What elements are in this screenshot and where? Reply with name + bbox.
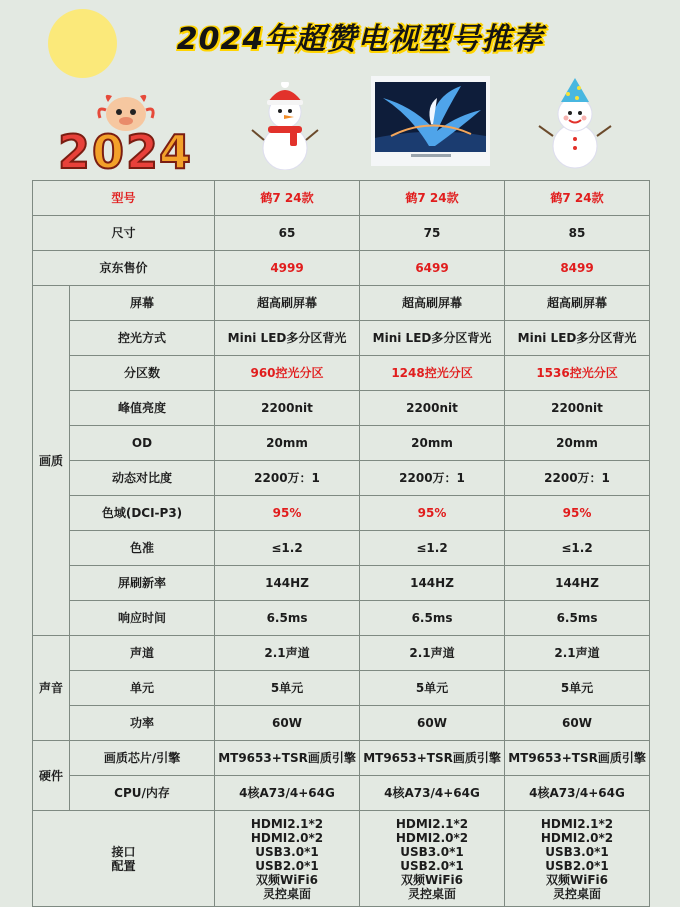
table-row xyxy=(33,321,650,356)
cell-value: Mini LED多分区背光 xyxy=(505,321,650,356)
cell-value: 95% xyxy=(360,496,505,531)
group-label-sound: 声音 xyxy=(33,636,70,741)
cell-value: 6.5ms xyxy=(360,601,505,636)
2024-dragon-icon xyxy=(56,92,196,174)
cell-value: 2200nit xyxy=(360,391,505,426)
cell-value: 20mm xyxy=(215,426,360,461)
interface-cell xyxy=(215,811,360,907)
row-label: 色域(DCI-P3) xyxy=(70,496,215,531)
cell-value: 1248控光分区 xyxy=(360,356,505,391)
table-row xyxy=(33,356,650,391)
svg-text:2: 2 xyxy=(58,125,91,174)
interface-line: 灵控桌面 xyxy=(263,886,312,901)
cell-value: 超高刷屏幕 xyxy=(215,286,360,321)
cell-value: 60W xyxy=(215,706,360,741)
interface-line: USB2.0*1 xyxy=(400,858,464,873)
cell-value: 4核A73/4+64G xyxy=(360,776,505,811)
interface-line: USB2.0*1 xyxy=(255,858,319,873)
row-label: 画质芯片/引擎 xyxy=(70,741,215,776)
cell-value: 2200万：1 xyxy=(505,461,650,496)
table-row xyxy=(33,391,650,426)
interface-label-line: 配置 xyxy=(111,858,136,873)
row-label: CPU/内存 xyxy=(70,776,215,811)
cell-value: MT9653+TSR画质引擎 xyxy=(360,741,505,776)
cell-value: 2200万：1 xyxy=(215,461,360,496)
cell-value: 2200nit xyxy=(215,391,360,426)
interface-line: 灵控桌面 xyxy=(553,886,602,901)
cell-value: 5单元 xyxy=(505,671,650,706)
cell-value: Mini LED多分区背光 xyxy=(360,321,505,356)
interface-line: 双频WiFi6 xyxy=(401,872,464,887)
cell-value: 2200nit xyxy=(505,391,650,426)
group-label-picture: 画质 xyxy=(33,286,70,636)
table-row xyxy=(33,531,650,566)
table-row xyxy=(33,671,650,706)
interface-cell xyxy=(505,811,650,907)
table-row xyxy=(33,426,650,461)
model-name: 鹤7 24款 xyxy=(215,181,360,216)
table-row xyxy=(33,461,650,496)
cell-value: ≤1.2 xyxy=(360,531,505,566)
cell-value: MT9653+TSR画质引擎 xyxy=(505,741,650,776)
cell-value: 85 xyxy=(505,216,650,251)
table-row xyxy=(33,496,650,531)
row-label: 屏刷新率 xyxy=(70,566,215,601)
table-row xyxy=(33,741,650,776)
interface-line: 双频WiFi6 xyxy=(546,872,609,887)
interface-line: USB2.0*1 xyxy=(545,858,609,873)
cell-value: 2.1声道 xyxy=(505,636,650,671)
cell-value: 2.1声道 xyxy=(215,636,360,671)
price-value: 4999 xyxy=(215,251,360,286)
group-label-hardware: 硬件 xyxy=(33,741,70,811)
page-title: 2024年超赞电视型号推荐 xyxy=(176,22,544,57)
table-row xyxy=(33,706,650,741)
table-row xyxy=(33,566,650,601)
cell-value: MT9653+TSR画质引擎 xyxy=(215,741,360,776)
price-value: 6499 xyxy=(360,251,505,286)
table-row xyxy=(33,636,650,671)
svg-text:2: 2 xyxy=(126,125,159,174)
cell-value: 2200万：1 xyxy=(360,461,505,496)
table-header-row xyxy=(33,181,650,216)
cell-value: 超高刷屏幕 xyxy=(360,286,505,321)
cell-value: 75 xyxy=(360,216,505,251)
cell-value: 144HZ xyxy=(505,566,650,601)
table-row xyxy=(33,216,650,251)
table-row xyxy=(33,776,650,811)
row-label: 动态对比度 xyxy=(70,461,215,496)
cell-value: 6.5ms xyxy=(215,601,360,636)
model-name: 鹤7 24款 xyxy=(505,181,650,216)
cell-value: 4核A73/4+64G xyxy=(505,776,650,811)
table-row xyxy=(33,601,650,636)
cell-value: 20mm xyxy=(360,426,505,461)
interface-row xyxy=(33,811,650,907)
row-label: 色准 xyxy=(70,531,215,566)
cell-value: 60W xyxy=(360,706,505,741)
row-label: 屏幕 xyxy=(70,286,215,321)
interface-cell xyxy=(360,811,505,907)
snowman-icon xyxy=(250,82,320,170)
interface-line: USB3.0*1 xyxy=(400,844,464,859)
interface-line: USB3.0*1 xyxy=(255,844,319,859)
spec-table xyxy=(32,180,650,907)
interface-line: HDMI2.0*2 xyxy=(395,830,469,845)
interface-line: HDMI2.1*2 xyxy=(540,816,614,831)
interface-line: 灵控桌面 xyxy=(408,886,457,901)
cell-value: 超高刷屏幕 xyxy=(505,286,650,321)
row-label: 控光方式 xyxy=(70,321,215,356)
cell-value: 60W xyxy=(505,706,650,741)
cell-value: Mini LED多分区背光 xyxy=(215,321,360,356)
row-label: 峰值亮度 xyxy=(70,391,215,426)
cell-value: 20mm xyxy=(505,426,650,461)
cell-value: 6.5ms xyxy=(505,601,650,636)
cell-value: 4核A73/4+64G xyxy=(215,776,360,811)
interface-line: HDMI2.1*2 xyxy=(395,816,469,831)
header-label: 型号 xyxy=(33,181,215,216)
svg-text:4: 4 xyxy=(159,125,192,174)
cell-value: ≤1.2 xyxy=(505,531,650,566)
row-label: 单元 xyxy=(70,671,215,706)
cell-value: ≤1.2 xyxy=(215,531,360,566)
snowman-icon xyxy=(535,76,615,170)
cell-value: 144HZ xyxy=(360,566,505,601)
row-label: 响应时间 xyxy=(70,601,215,636)
interface-line: 双频WiFi6 xyxy=(256,872,319,887)
interface-label-line: 接口 xyxy=(111,844,136,859)
cell-value: 65 xyxy=(215,216,360,251)
cell-value: 960控光分区 xyxy=(215,356,360,391)
row-label: 功率 xyxy=(70,706,215,741)
row-label: 分区数 xyxy=(70,356,215,391)
cell-value: 95% xyxy=(215,496,360,531)
interface-line: HDMI2.0*2 xyxy=(250,830,324,845)
model-name: 鹤7 24款 xyxy=(360,181,505,216)
row-label: 声道 xyxy=(70,636,215,671)
cell-value: 95% xyxy=(505,496,650,531)
table-row xyxy=(33,286,650,321)
cell-value: 5单元 xyxy=(215,671,360,706)
price-value: 8499 xyxy=(505,251,650,286)
cell-value: 1536控光分区 xyxy=(505,356,650,391)
cell-value: 5单元 xyxy=(360,671,505,706)
svg-text:0: 0 xyxy=(92,125,125,174)
cell-value: 2.1声道 xyxy=(360,636,505,671)
interface-line: USB3.0*1 xyxy=(545,844,609,859)
interface-line: HDMI2.1*2 xyxy=(250,816,324,831)
row-label: OD xyxy=(70,426,215,461)
table-row xyxy=(33,251,650,286)
interface-line: HDMI2.0*2 xyxy=(540,830,614,845)
row-label: 尺寸 xyxy=(33,216,215,251)
interface-label xyxy=(33,811,215,907)
row-label: 京东售价 xyxy=(33,251,215,286)
cell-value: 144HZ xyxy=(215,566,360,601)
tv-phoenix-image xyxy=(371,76,490,166)
